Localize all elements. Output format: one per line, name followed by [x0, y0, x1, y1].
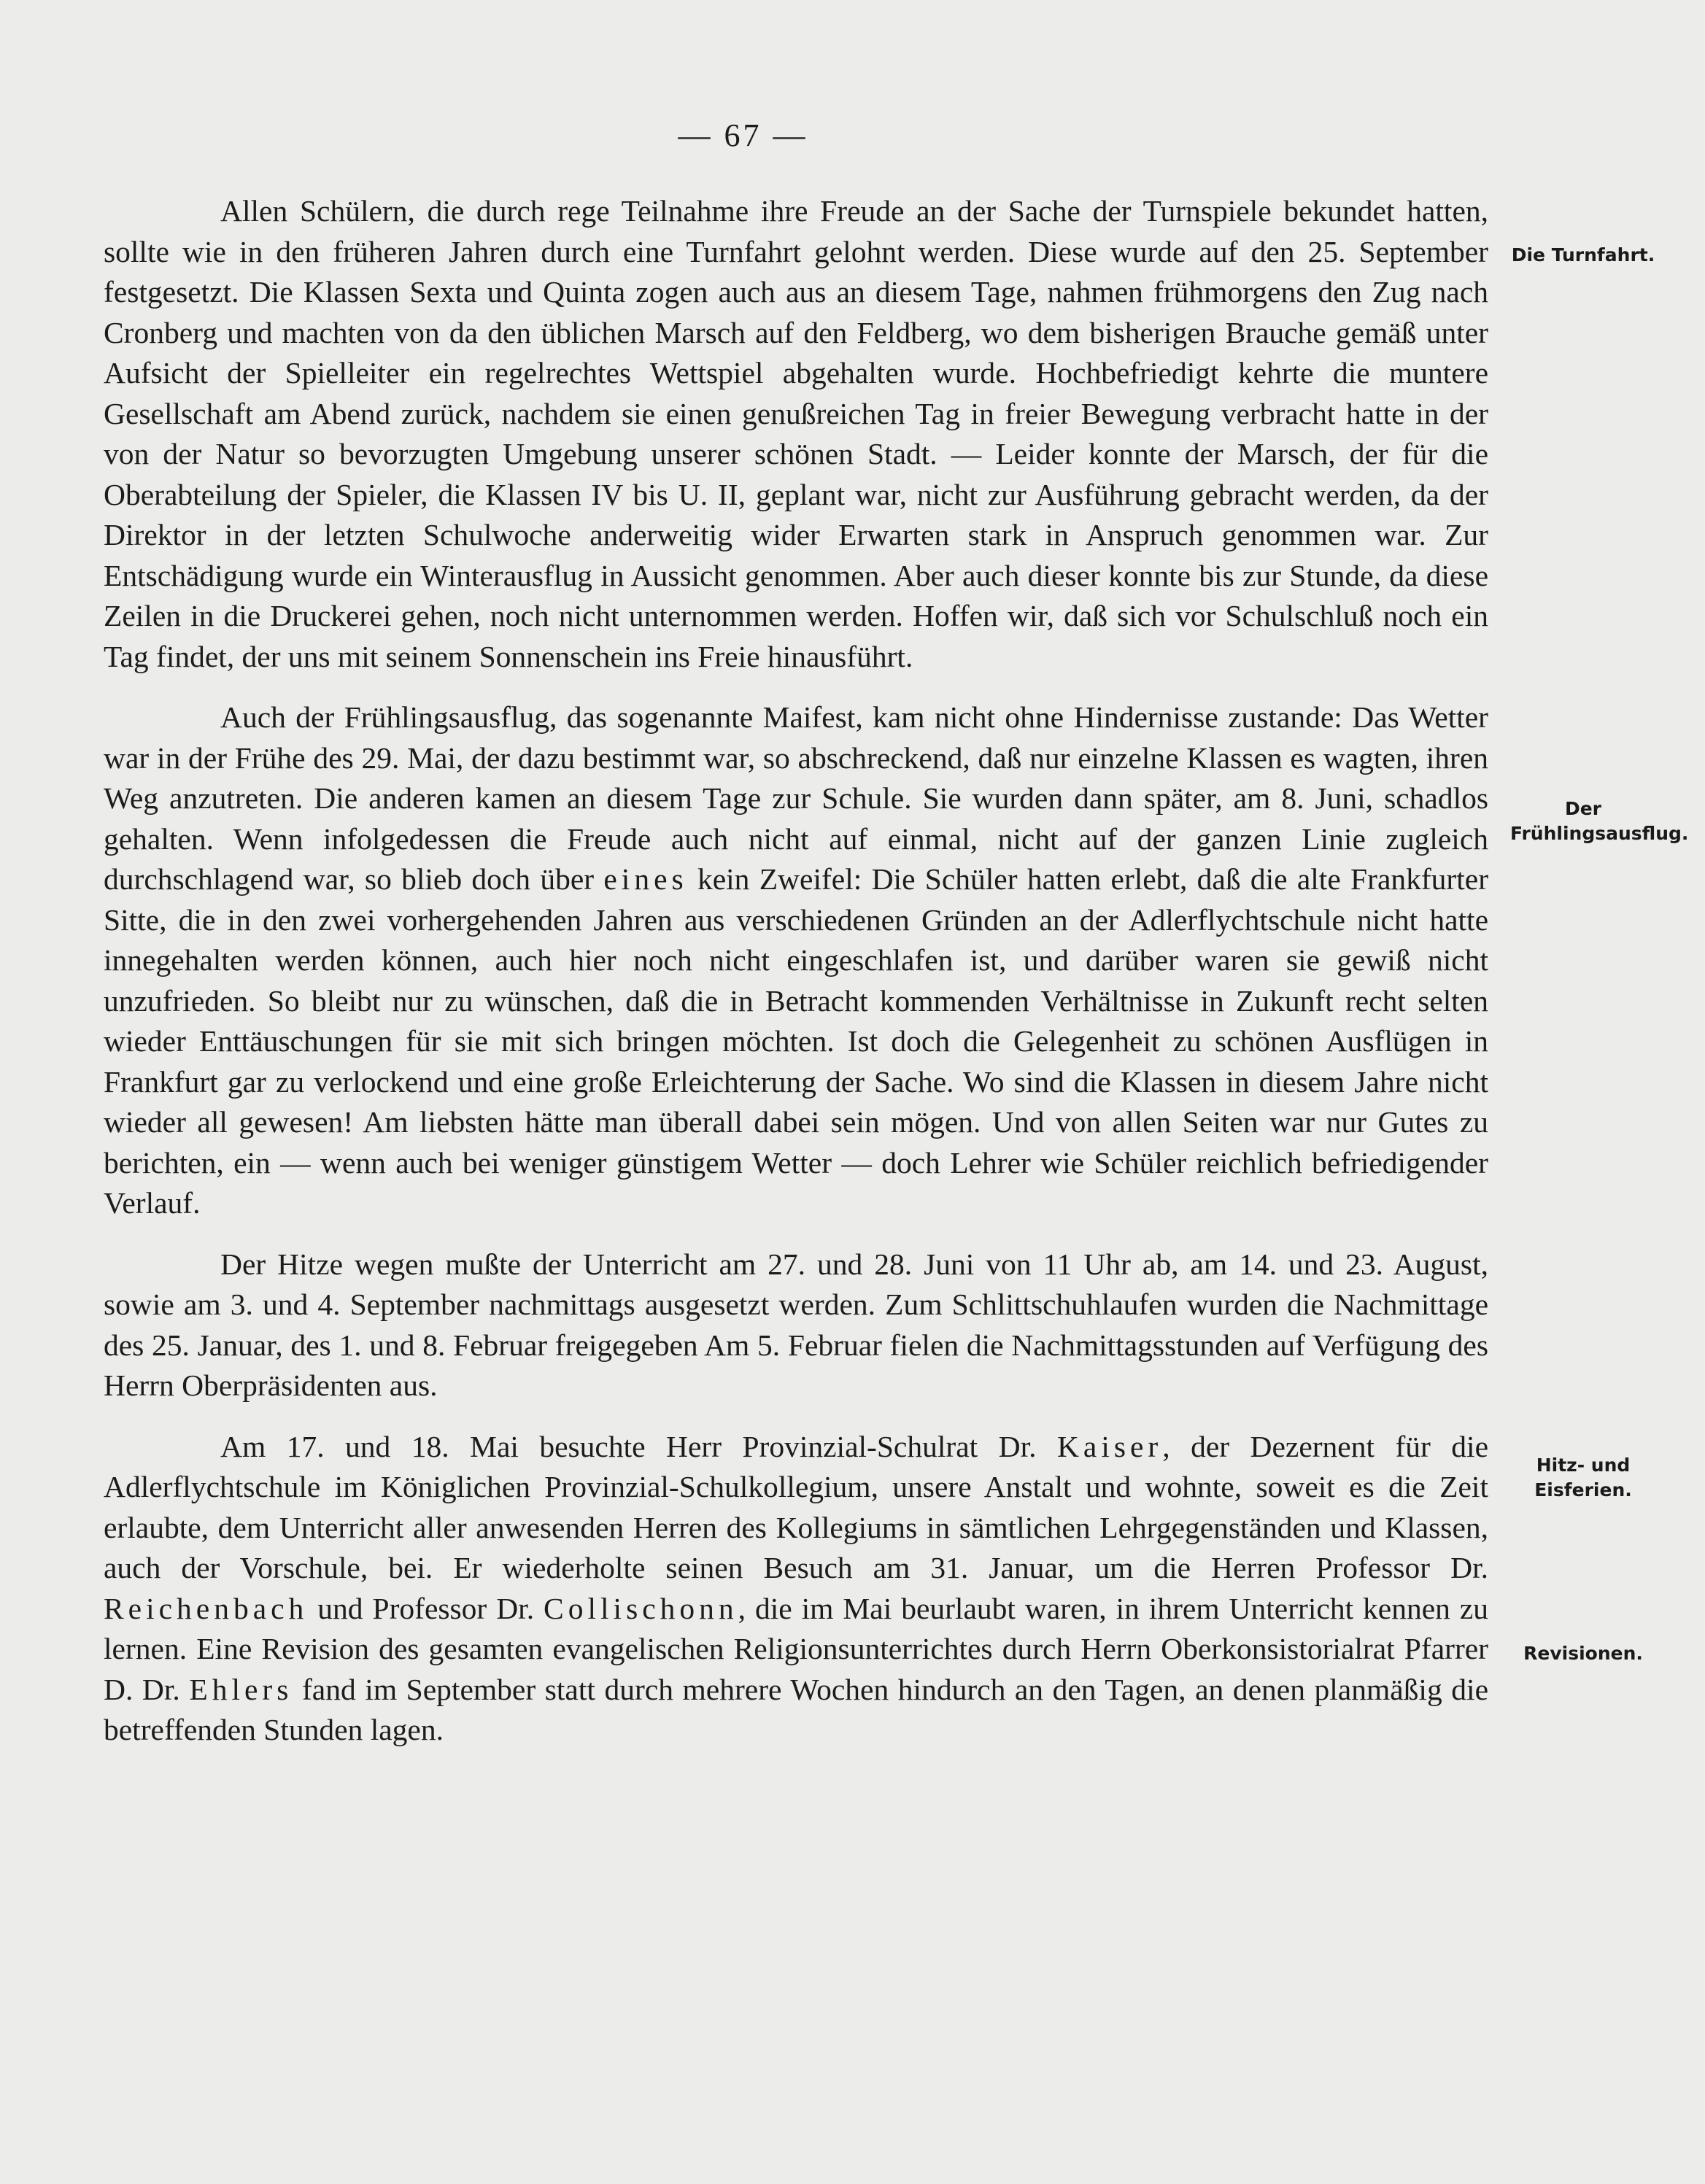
emphasis-eines: eines [603, 862, 688, 896]
margin-note-fruehlingsausflug: Der Frühlingsausflug. [1510, 798, 1689, 844]
name-ehlers: Ehlers [189, 1672, 293, 1706]
paragraph-text: Allen Schülern, die durch rege Teilnahme ihre Freude an der Sache der Turnspiele bekundet hatten, sollte wie in den früheren Jahren durch eine Turnfahrt gelohnt werden. Diese wurde auf den 25. September festgesetzt. Die Klassen Sexta und Quinta zogen auch aus an diesem Tage, nahmen frühmorgens den Zug nach Cronberg und machten von da den üblichen Marsch auf den Feldberg, wo dem bisherigen Brauche gemäß unter Aufsicht der Spielleiter ein regelrechtes Wettspiel abgehalten wurde. Hochbefriedigt kehrte die muntere Gesellschaft am Abend zurück, nachdem sie einen genußreichen Tag in freier Bewegung verbracht hatte in der von der Natur so bevorzugten Umgebung unserer schönen Stadt. — Leider konnte der Marsch, der für die Oberabteilung der Spieler, die Klassen IV bis U. II, geplant war, nicht zur Ausführung gebracht werden, da der Direktor in der letzten Schulwoche anderweitig wider Erwarten stark in Anspruch genommen war. Zur Entschädigung wurde ein Winterausflug in Aussicht genommen. Aber auch dieser konnte bis zur Stunde, da diese Zeilen in die Druckerei gehen, noch nicht unternommen werden. Hoffen wir, daß sich vor Schulschluß noch ein Tag findet, der uns mit seinem Sonnenschein ins Freie hinausführt. [104, 194, 1488, 673]
paragraph-text: Der Hitze wegen mußte der Unterricht am 27. und 28. Juni von 11 Uhr ab, am 14. und 23. August, sowie am 3. und 4. September nachmittags ausgesetzt werden. Zum Schlittschuhlaufen wurden die Nachmittage des 25. Januar, des 1. und 8. Februar freigegeben Am 5. Februar fielen die Nachmittagsstunden auf Verfügung des Herrn Oberpräsidenten aus. [104, 1247, 1488, 1402]
page-number: — 67 — [678, 117, 808, 153]
paragraph-hitzferien [104, 1244, 1488, 1406]
margin-note-turnfahrt: Die Turnfahrt. [1511, 244, 1655, 266]
paragraph-text-5: fand im September statt durch mehrere Wochen hindurch an den Tagen, an denen planmäßig die betreffenden Stunden lagen. [104, 1672, 1488, 1746]
paragraph-text-4: , die im Mai beurlaubt waren, in ihrem Unterricht kennen zu lernen. Eine Revision des gesamten evangelischen Religionsunterrichtes durch Herrn Oberkonsistorialrat Pfarrer D. Dr. [104, 1591, 1489, 1706]
name-reichenbach: Reichenbach [104, 1591, 309, 1625]
name-kaiser: Kaiser [1056, 1429, 1163, 1463]
name-collischonn: Collischonn [544, 1591, 738, 1625]
paragraph-text-continued: kein Zweifel: Die Schüler hatten erlebt, daß die alte Frankfurter Sitte, die in den zwei vorhergehenden Jahren aus verschiedenen Gründen an der Adlerflychtschule nicht hatte innegehalten werden können, auch hier noch nicht eingeschlafen ist, und darüber waren sie gewiß nicht unzufrieden. So bleibt nur zu wünschen, daß die in Betracht kommenden Verhältnisse in Zukunft recht selten wieder Enttäuschungen für sie mit sich bringen möchten. Ist doch die Gelegenheit zu schönen Ausflügen in Frankfurt gar zu verlockend und eine große Erleichterung der Sache. Wo sind die Klassen in diesem Jahre nicht wieder all gewesen! Am liebsten hätte man überall dabei sein mögen. Und von allen Seiten war nur Gutes zu berichten, ein — wenn auch bei weniger günstigem Wetter — doch Lehrer wie Schüler reichlich befriedigender Verlauf. [104, 862, 1489, 1220]
main-text [104, 191, 1488, 1771]
paragraph-text-1: Am 17. und 18. Mai besuchte Herr Provinzial-Schulrat Dr. [220, 1429, 1037, 1463]
paragraph-text: Auch der Frühlingsausflug, das sogenannte Maifest, kam nicht ohne Hindernisse zustande: Das Wetter war in der Frühe des 29. Mai, der dazu bestimmt war, so abschreckend, daß nur einzelne Klassen es wagten, ihren Weg anzutreten. Die anderen kamen an diesem Tage zur Schule. Sie wurden dann später, am 8. Juni, schadlos gehalten. Wenn infolgedessen die Freude auch nicht auf einmal, nicht auf der ganzen Linie zugleich durchschlagend war, so blieb doch über [104, 700, 1488, 896]
paragraph-fruehlingsausflug [104, 697, 1488, 1224]
paragraph-revisionen [104, 1427, 1488, 1751]
margin-note-revisionen: Revisionen. [1523, 1643, 1643, 1664]
paragraph-turnfahrt [104, 191, 1488, 677]
margin-note-hitzferien: Hitz- und Eisferien. [1534, 1455, 1632, 1500]
paragraph-text-2: , der Dezernent für die Adlerflychtschule im Königlichen Provinzial-Schulkollegium, unsere Anstalt und wohnte, soweit es die Zeit erlaubte, dem Unterricht aller anwesenden Herren des Kollegiums in sämtlichen Lehrgegenständen und Klassen, auch der Vorschule, bei. Er wiederholte seinen Besuch am 31. Januar, um die Herren Professor Dr. [104, 1429, 1488, 1584]
paragraph-text-3: und Professor Dr. [317, 1591, 535, 1625]
